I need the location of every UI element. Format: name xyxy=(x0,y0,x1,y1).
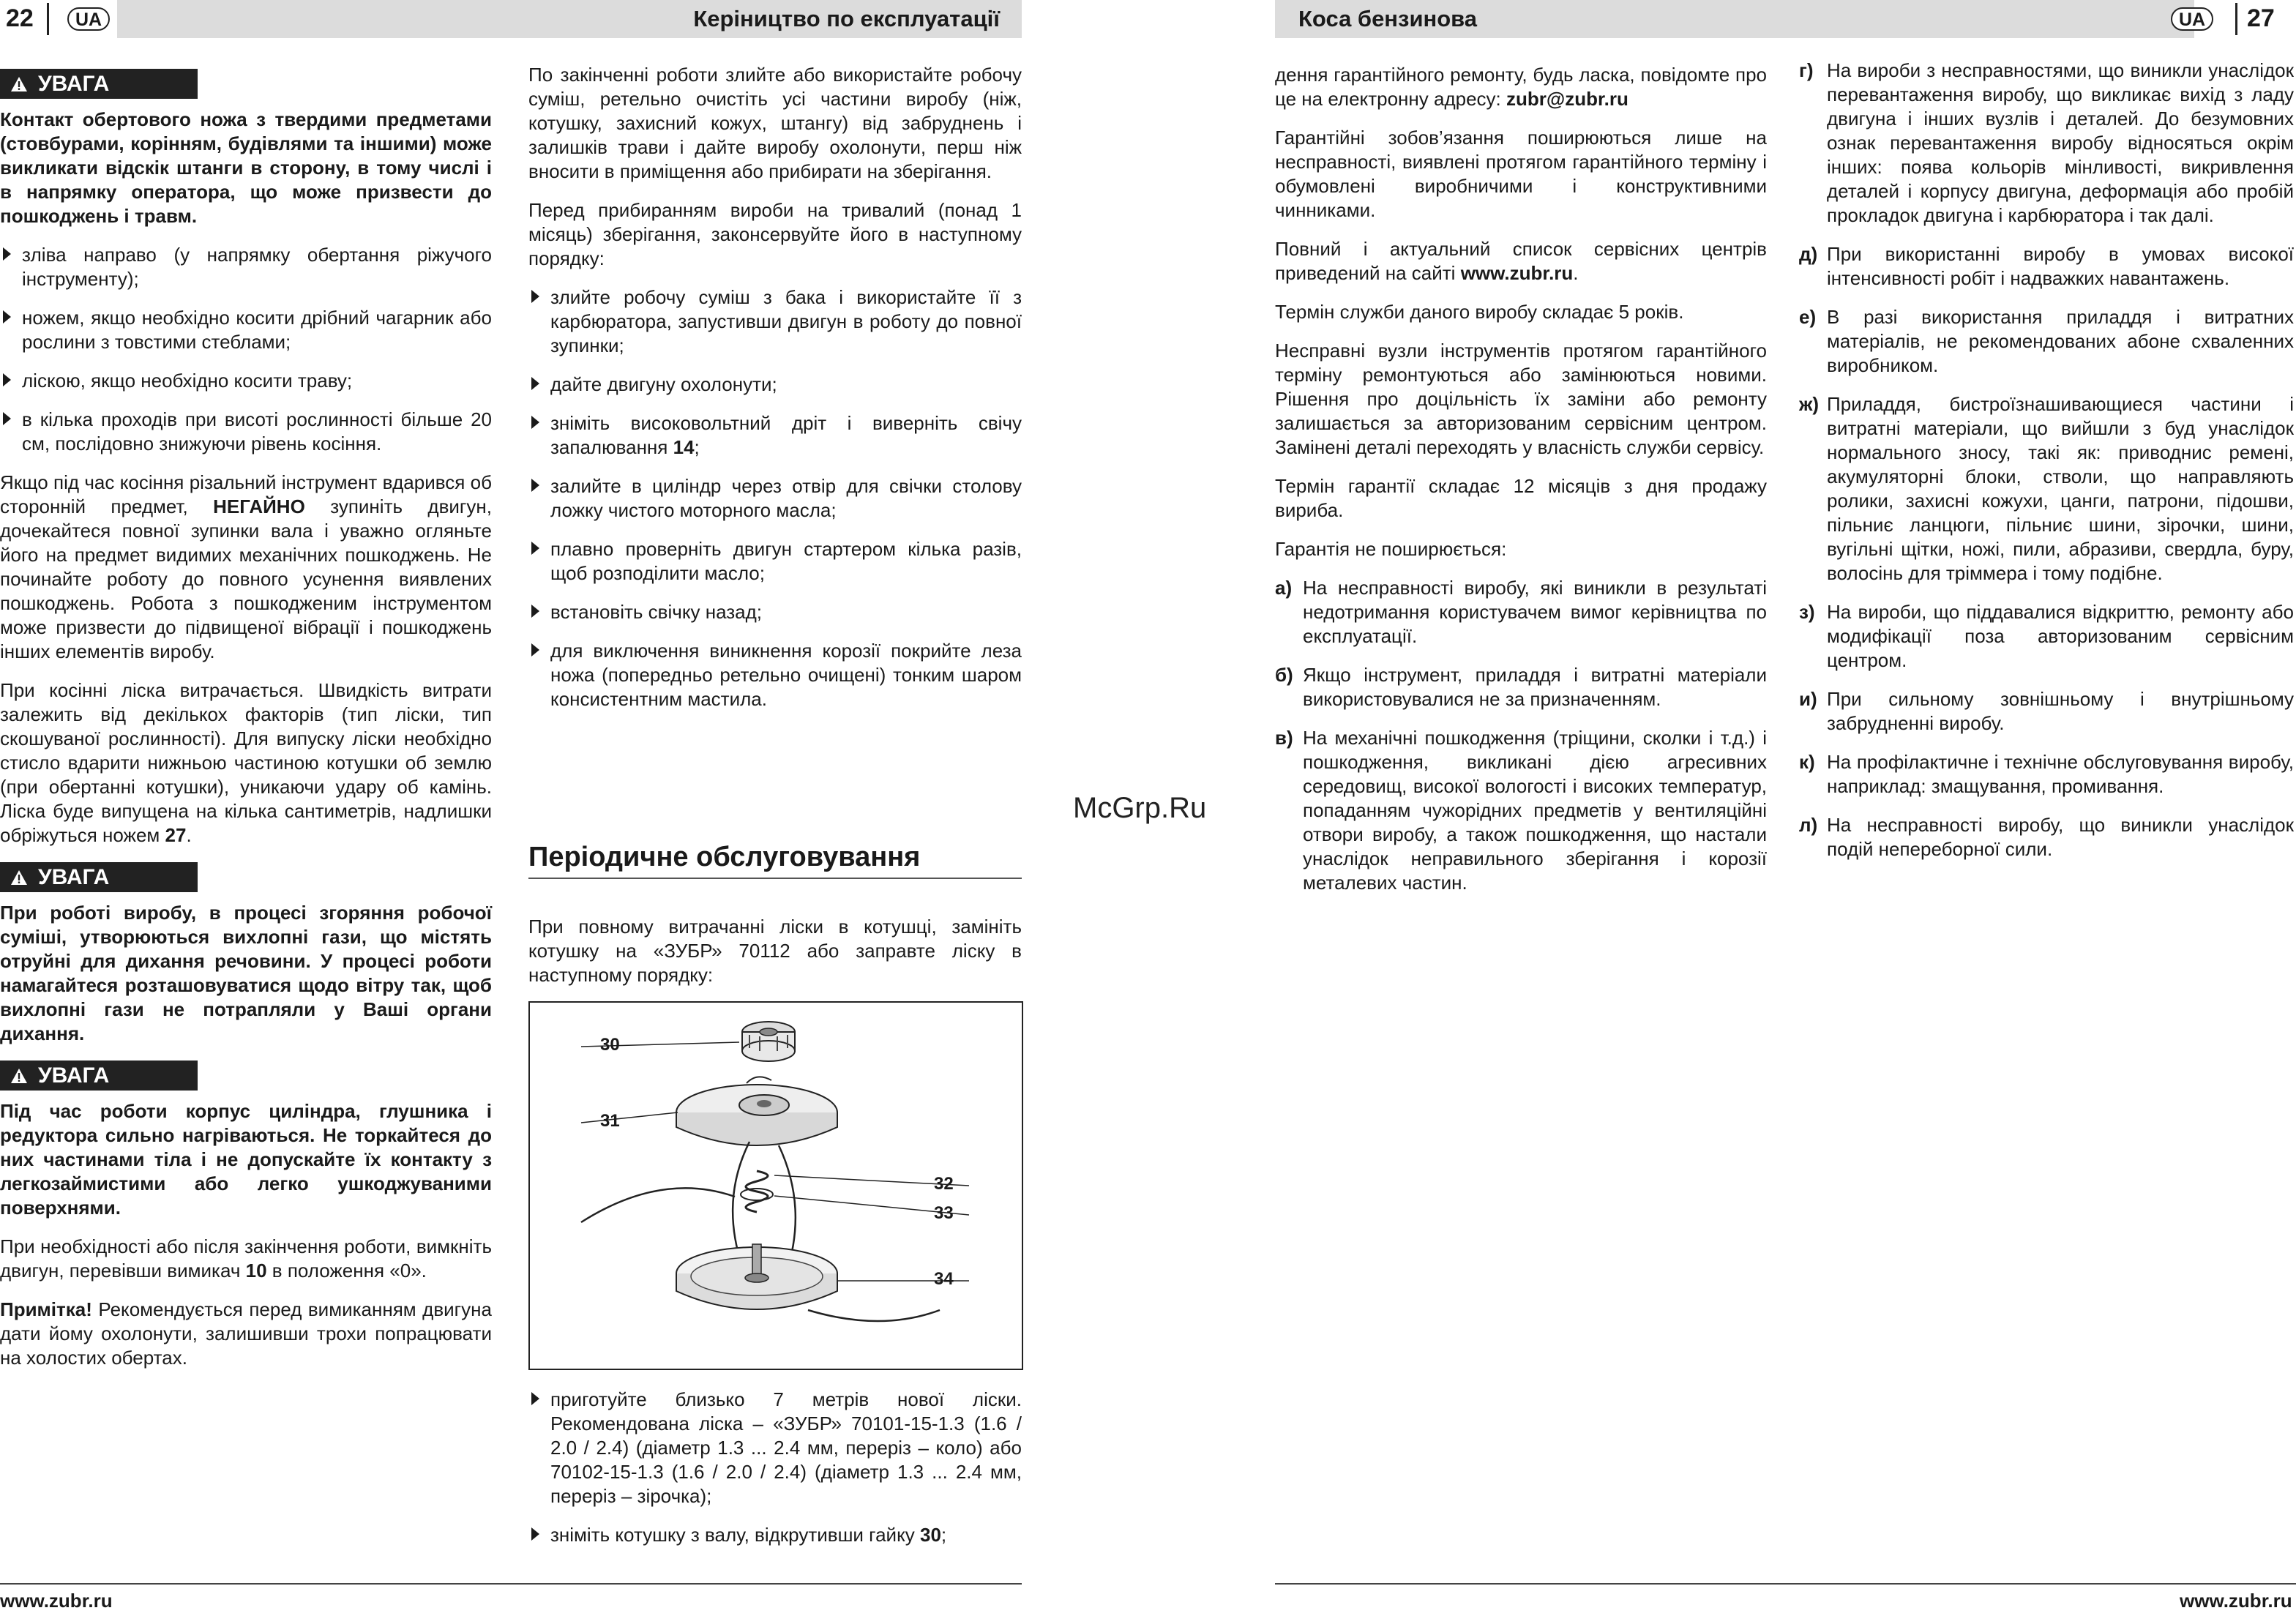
mowing-direction-list xyxy=(0,243,492,456)
list-item: в) На механічні пошкодження (тріщини, сколки і т.д.) і пошкодження, викликані дією агресивних середовищ, високої вологості і високих температур, попаданням чужорідних предметів у вентиляційні отвори виробу, а також пошкодження, що настали унаслідок неправильного зберігання і корозії металевих частин. xyxy=(1275,727,1767,894)
list-item: ліскою, якщо необхідно косити траву; xyxy=(0,369,492,393)
left-page-number: 22 xyxy=(6,4,34,32)
line-consumption-paragraph: При косінні ліска витрачається. Швидкість витрати залежить від декількох факторів (тип ліски, тип скошуваної рослинності). Для випуску ліски необхідно стисло вдарити нижньою частиною котушки об землю (при обертанні котушки), уникаючи удару об камінь. Ліска буде випущена на кілька сантиметрів, надлишки обріжуться ножем 27. xyxy=(0,679,492,846)
after-work-paragraph: По закінченні роботи злийте або використайте робочу суміш, ретельно очистіть усі частини виробу (ніж, котушку, захисний кожух, штангу) від забруднень і залишків трави і дайте виробу охолонути, перш ніж вносити в приміщення або прибирати на зберігання. xyxy=(528,64,1022,182)
section-periodic-maintenance xyxy=(528,842,1022,879)
left-footer-rule xyxy=(0,1583,1022,1585)
list-item: для виключення виникнення корозії покрийте леза ножа (попередньо ретельно очищені) тонким шаром консистентним мастила. xyxy=(528,639,1022,711)
bullet-triangle-icon xyxy=(531,643,539,656)
storage-intro-paragraph: Перед прибиранням вироби на тривалий (понад 1 місяць) зберігання, законсервуйте його в наступному порядку: xyxy=(528,199,1022,269)
list-item: е) В разі використання приладдя і витратних матеріалів, не рекомендованих абоне схваленних виробником. xyxy=(1799,306,2294,376)
warning-3-text: Під час роботи корпус циліндра, глушника і редуктора сильно нагріваються. Не торкайтеся до них частинами тіла і не допускайте їх контакту з легкозаймистими або легко ушкоджуваними поверхнями. xyxy=(0,1100,492,1219)
warning-icon xyxy=(10,869,28,886)
figure-label-32: 32 xyxy=(934,1174,954,1194)
bullet-triangle-icon xyxy=(531,290,539,303)
left-column-2 xyxy=(528,63,1022,726)
warning-banner-2: УВАГА xyxy=(0,862,198,892)
exclusions-list-1 xyxy=(1275,576,1767,895)
exclusions-heading: Гарантія не поширюється: xyxy=(1275,538,1507,560)
list-item: ножем, якщо необхідно косити дрібний чагарник або рослини з товстими стеблами; xyxy=(0,306,492,354)
left-page-number-divider xyxy=(47,3,49,35)
bullet-triangle-icon xyxy=(531,416,539,429)
exclusions-list-2 xyxy=(1799,59,2294,861)
warning-banner-3: УВАГА xyxy=(0,1060,198,1091)
list-item: встановіть свічку назад; xyxy=(528,600,1022,624)
list-item: к) На профілактичне і технічне обслуговування виробу, наприклад: змащування, промивання. xyxy=(1799,751,2294,797)
bullet-triangle-icon xyxy=(531,542,539,555)
list-item: залийте в циліндр через отвір для свічки столову ложку чистого моторного масла; xyxy=(528,474,1022,523)
bullet-triangle-icon xyxy=(3,412,11,425)
right-footer-url[interactable]: www.zubr.ru xyxy=(2180,1590,2292,1612)
bullet-triangle-icon xyxy=(531,479,539,492)
left-column-1 xyxy=(0,69,492,1385)
bullet-triangle-icon xyxy=(3,310,11,323)
figure-label-34: 34 xyxy=(934,1269,954,1289)
service-life-paragraph: Термін служби даного виробу складає 5 років. xyxy=(1275,301,1684,323)
left-header-title: Керіництво по експлуатації xyxy=(693,6,1000,31)
list-item: зніміть високовольтний дріт і виверніть свічу запалювання 14; xyxy=(528,411,1022,460)
list-item: зліва направо (у напрямку обертання ріжучого інструменту); xyxy=(0,243,492,291)
right-lang-badge: UA xyxy=(2171,7,2213,31)
section-title: Періодичне обслуговування xyxy=(528,842,1022,879)
list-item: и) При сильному зовнішньому і внутрішньому забрудненні виробу. xyxy=(1799,688,2294,734)
right-page-number: 27 xyxy=(2247,4,2275,32)
list-item: зніміть котушку з валу, відкрутивши гайку 30; xyxy=(528,1523,1022,1547)
warning-icon xyxy=(10,76,28,92)
bullet-triangle-icon xyxy=(3,247,11,261)
warning-2-text: При роботі виробу, в процесі згоряння робочої суміші, утворюються вихлопні гази, що містять отруйні для дихання речовини. У процесі роботи намагайтеся розташовуватися щодо вітру так, щоб вихлопні гази не потрапляли у Ваші органи дихання. xyxy=(0,902,492,1044)
warranty-contact-paragraph: дення гарантійного ремонту, будь ласка, повідомте про це на електронну адресу: zubr@zubr.ru xyxy=(1275,64,1767,110)
figure-label-33: 33 xyxy=(934,1203,954,1223)
figure-label-30: 30 xyxy=(600,1035,620,1055)
bullet-triangle-icon xyxy=(531,377,539,390)
note-paragraph: Примітка! Рекомендується перед вимиканням двигуна дати йому охолонути, залишивши трохи попрацювати на холостих обертах. xyxy=(0,1298,492,1369)
list-item: ж) Приладдя, бистроїзнашивающиеся частини і витратні матеріали, що вийшли з буд унаслідок нормального зносу, такі як: приводнис ремені, акумуляторні блоки, стволи, що направляють ролики, захисні кожухи, цанги, патрони, підошви, пільниє ланцюги, пільниє шини, зірочки, шини, вугільні щітки, ножі, пили, абразиви, свердла, буру, волосінь для тріммера і тому подібне. xyxy=(1799,393,2294,584)
right-header-title: Коса бензинова xyxy=(1298,6,1478,31)
right-column-1 xyxy=(1275,63,1767,910)
storage-steps-list xyxy=(528,285,1022,711)
list-item: приготуйте близько 7 метрів нової ліски. Рекомендована ліска – «ЗУБР» 70101-15-1.3 (1.6 / 2.0 / 2.4) (діаметр 1.3 ... 2.4 мм, переріз – коло) або 70102-15-1.3 (1.6 / 2.0 / 2.4) (діаметр 1.3 ... 2.4 мм, переріз – зірочка); xyxy=(528,1388,1022,1508)
list-item: г) На вироби з несправностями, що виникли унаслідок перевантаження виробу, що викликає вихід з ладу двигуна і інших вузлів і деталей. До безумовних ознак перевантаження виробу відносяться окрім інших: поява кольорів мінливості, викривлення деталей і корпусу двигуна, деформація або пробій прокладок двигуна і карбюратора і так далі. xyxy=(1799,59,2294,226)
right-header-bar xyxy=(1275,0,2194,38)
list-item: а) На несправності виробу, які виникли в результаті недотримання користувачем вимог керівництва по експлуатації. xyxy=(1275,577,1767,647)
warranty-term-paragraph: Термін гарантії складає 12 місяців з дня продажу вириба. xyxy=(1275,475,1767,521)
line-replace-steps xyxy=(528,1388,1022,1562)
list-item: з) На вироби, що піддавалися відкриттю, ремонту або модифікації поза авторизованим сервісним центром. xyxy=(1799,601,2294,671)
list-item: злийте робочу суміш з бака і використайте її з карбюратора, запустивши двигун в роботу до повної зупинки; xyxy=(528,285,1022,358)
list-item: л) На несправності виробу, що виникли унаслідок подій непереборної сили. xyxy=(1799,814,2294,860)
right-footer-rule xyxy=(1275,1583,2296,1585)
left-header-bar xyxy=(117,0,1022,38)
list-item: дайте двигуну охолонути; xyxy=(528,373,1022,397)
bullet-triangle-icon xyxy=(531,1527,539,1541)
list-item: б) Якщо інструмент, приладдя і витратні матеріали використовувалися не за призначенням. xyxy=(1275,664,1767,710)
bullet-triangle-icon xyxy=(531,1392,539,1405)
left-footer-url[interactable]: www.zubr.ru xyxy=(0,1590,113,1612)
obstacle-paragraph: Якщо під час косіння різальний інструмент вдарився об сторонній предмет, НЕГАЙНО зупиніть двигун, дочекайтеся повної зупинки вала і уважно огляньте його на предмет видимих механічних пошкоджень. Не починайте роботу до повного усунення виявлених пошкоджень. Робота з пошкодженим інструментом може призвести до підвищеної вібрації і пошкоджень інших елементів виробу. xyxy=(0,471,492,662)
list-item: д) При використанні виробу в умовах високої інтенсивності робіт і надважких навантажень. xyxy=(1799,243,2294,289)
line-replace-intro: При повному витрачанні ліски в котушці, замініть котушку на «ЗУБР» 70112 або заправте ліску в наступному порядку: xyxy=(528,916,1022,986)
list-item: плавно проверніть двигун стартером кілька разів, щоб розподілити масло; xyxy=(528,537,1022,586)
spool-exploded-figure xyxy=(528,1001,1023,1370)
left-lang-badge: UA xyxy=(67,7,110,31)
service-centers-paragraph: Повний і актуальний список сервісних центрів приведений на сайті www.zubr.ru. xyxy=(1275,238,1767,284)
right-page-number-divider xyxy=(2235,3,2237,35)
right-column-2 xyxy=(1799,59,2294,876)
figure-label-31: 31 xyxy=(600,1111,620,1131)
bullet-triangle-icon xyxy=(531,605,539,618)
switch-off-paragraph: При необхідності або після закінчення роботи, вимкніть двигун, перевівши вимикач 10 в положення «0». xyxy=(0,1235,492,1282)
warranty-scope-paragraph: Гарантійні зобов’язання поширюються лише на несправності, виявлені протягом гарантійного терміну і обумовлені виробничими і конструктивними чинниками. xyxy=(1275,127,1767,221)
list-item: в кілька проходів при висоті рослинності більше 20 см, послідовно знижуючи рівень косіння. xyxy=(0,408,492,456)
watermark: McGrp.Ru xyxy=(1073,792,1207,824)
warning-icon xyxy=(10,1068,28,1084)
warning-1-text: Контакт обертового ножа з твердими предметами (стовбурами, корінням, будівлями та іншими) може викликати відскік штанги в сторону, в тому числі і в напрямку оператора, що може призвести до пошкоджень і травм. xyxy=(0,108,492,227)
bullet-triangle-icon xyxy=(3,373,11,386)
warning-banner-1: УВАГА xyxy=(0,69,198,99)
repair-paragraph: Несправні вузли інструментів протягом гарантійного терміну ремонтуються або замінюються новими. Рішення про доцільність їх заміни або ремонту залишається за авторизованим сервісним центром. Замінені деталі переходять у власність служби сервісу. xyxy=(1275,340,1767,458)
